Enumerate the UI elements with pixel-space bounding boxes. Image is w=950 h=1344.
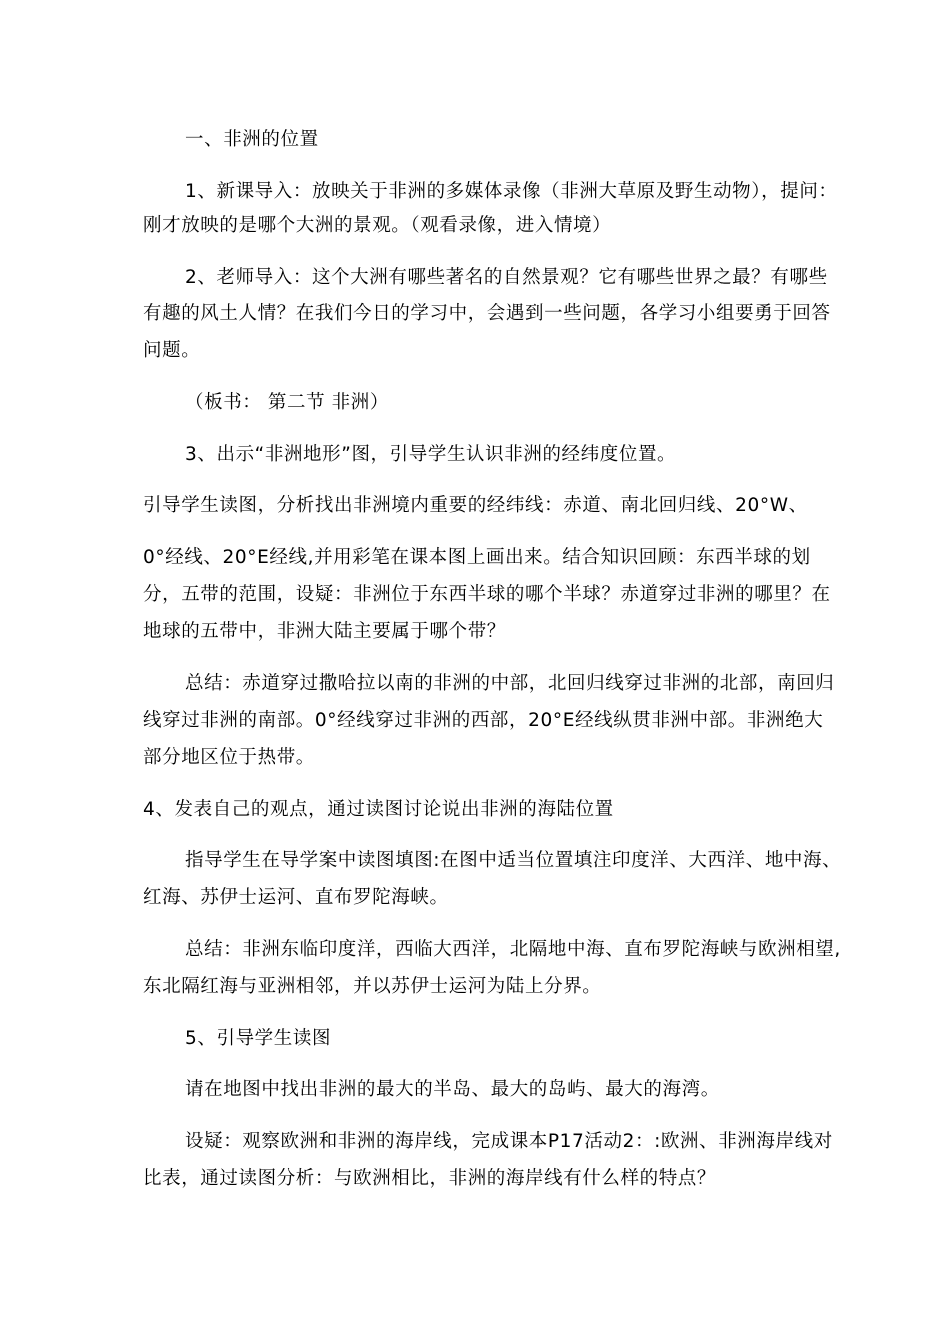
paragraph-line: 有趣的风土人情？在我们今日的学习中，会遇到一些问题，各学习小组要勇于回答 — [143, 303, 831, 324]
paragraph-line: 总结：赤道穿过撒哈拉以南的非洲的中部，北回归线穿过非洲的北部，南回归 — [185, 673, 835, 694]
paragraph-line: 5、引导学生读图 — [185, 1028, 332, 1049]
paragraph-line: 比表，通过读图分析：与欧洲相比，非洲的海岸线有什么样的特点？ — [143, 1168, 717, 1189]
paragraph-line: 请在地图中找出非洲的最大的半岛、最大的岛屿、最大的海湾。 — [185, 1079, 720, 1100]
paragraph-line: 东北隔红海与亚洲相邻，并以苏伊士运河为陆上分界。 — [143, 976, 602, 997]
paragraph-line: 引导学生读图，分析找出非洲境内重要的经纬线：赤道、南北回归线、20°W、 — [143, 495, 808, 516]
paragraph-line: 3、出示“非洲地形”图，引导学生认识非洲的经纬度位置。 — [185, 444, 677, 465]
paragraph-line: 线穿过非洲的南部。0°经线穿过非洲的西部，20°E经线纵贯非洲中部。非洲绝大 — [143, 710, 824, 731]
paragraph-line: 设疑：观察欧洲和非洲的海岸线，完成课本P17活动2：:欧洲、非洲海岸线对 — [185, 1131, 833, 1152]
paragraph-line: 指导学生在导学案中读图填图:在图中适当位置填注印度洋、大西洋、地中海、 — [185, 850, 842, 871]
paragraph-line: 刚才放映的是哪个大洲的景观。（观看录像，进入情境） — [143, 215, 612, 236]
paragraph-line: 总结：非洲东临印度洋，西临大西洋，北隔地中海、直布罗陀海峡与欧洲相望, — [185, 939, 841, 960]
paragraph-line: 问题。 — [143, 340, 201, 361]
section-heading: 一、非洲的位置 — [185, 129, 319, 150]
paragraph-line: 4、发表自己的观点，通过读图讨论说出非洲的海陆位置 — [143, 799, 614, 820]
blackboard-note: （板书： 第二节 非洲） — [185, 392, 389, 413]
paragraph-line: 2、老师导入：这个大洲有哪些著名的自然景观？它有哪些世界之最？有哪些 — [185, 267, 828, 288]
paragraph-line: 红海、苏伊士运河、直布罗陀海峡。 — [143, 887, 449, 908]
paragraph-line: 地球的五带中，非洲大陆主要属于哪个带？ — [143, 621, 506, 642]
paragraph-line: 0°经线、20°E经线,并用彩笔在课本图上画出来。结合知识回顾：东西半球的划 — [143, 547, 811, 568]
paragraph-line: 1、新课导入：放映关于非洲的多媒体录像（非洲大草原及野生动物），提问： — [185, 181, 838, 202]
paragraph-line: 分，五带的范围，设疑：非洲位于东西半球的哪个半球？赤道穿过非洲的哪里？在 — [143, 584, 831, 605]
paragraph-line: 部分地区位于热带。 — [143, 747, 315, 768]
